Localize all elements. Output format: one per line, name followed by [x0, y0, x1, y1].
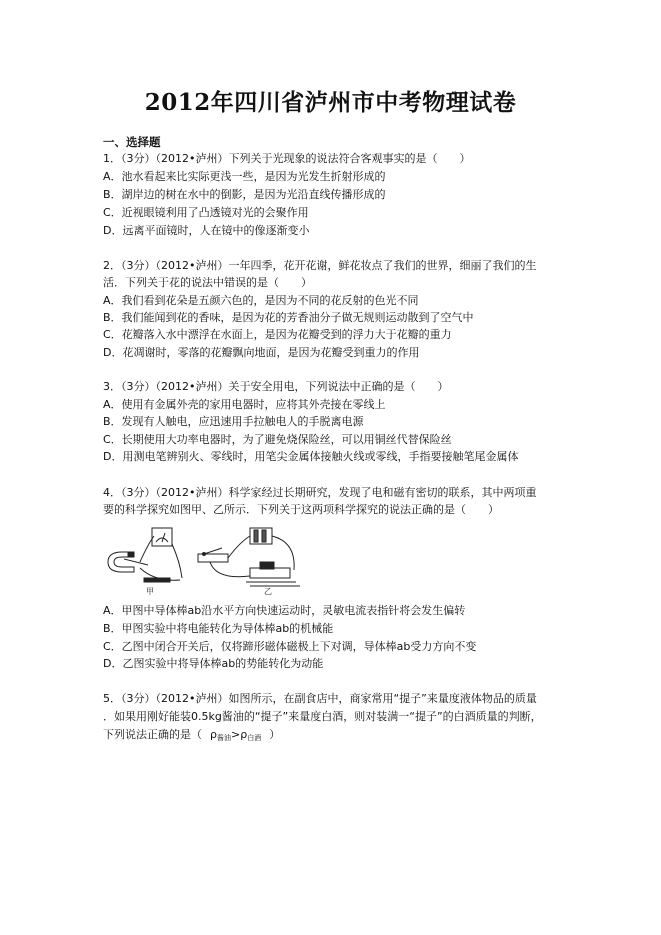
question-3-option-c: C．长期使用大功率电器时，为了避免烧保险丝，可以用铜丝代替保险丝	[103, 433, 452, 446]
question-5-stem-line-2: ．如果用刚好能装0.5kg酱油的“提子”来量度白酒，则对装满一“提子”的白酒质量的判断，	[103, 710, 542, 723]
question-5-stem-text: 下列说法正确的是（	[103, 728, 202, 741]
question-2-stem-line-1: 2．（3分）（2012•泸州）一年四季，花开花谢，鲜花妆点了我们的世界，细丽了我们的生	[103, 259, 537, 272]
question-3-option-b: B．发现有人触电，应迅速用手拉触电人的手脱离电源	[103, 415, 364, 428]
question-4-option-b: B．甲图实验中将电能转化为导体棒ab的机械能	[103, 622, 334, 635]
density-subscript-liquor: 白酒	[247, 734, 262, 742]
question-3-option-d: D．用测电笔辨别火、零线时，用笔尖金属体接触火线或零线，手指要接触笔尾金属体	[103, 450, 519, 463]
question-1-option-b: B．湖岸边的树在水中的倒影，是因为光沿直线传播形成的	[103, 188, 386, 201]
greater-than-sign: >	[230, 728, 241, 741]
question-3-option-a: A．使用有金属外壳的家用电器时，应将其外壳接在零线上	[103, 398, 386, 411]
question-4-option-d: D．乙图实验中将导体棒ab的势能转化为动能	[103, 657, 324, 670]
figure-yi-apparatus	[198, 528, 300, 586]
question-2-stem-line-2: 活．下列关于花的说法中错误的是（ ）	[103, 276, 312, 289]
density-subscript-soy-sauce: 酱油	[216, 734, 231, 742]
question-3-stem: 3．（3分）（2012•泸州）关于安全用电，下列说法中正确的是（ ）	[103, 380, 449, 393]
question-4-stem-line-2: 要的科学探究如图甲、乙所示．下列关于这两项科学探究的说法正确的是（ ）	[103, 503, 499, 516]
figure-jia-apparatus	[108, 528, 182, 582]
section-heading: 一、选择题	[103, 135, 161, 149]
question-5-stem-line-3	[103, 728, 280, 745]
figure-label-jia: 甲	[146, 587, 154, 596]
exam-title: 2012年四川省泸州市中考物理试卷	[144, 89, 517, 116]
question-4-option-a: A．甲图中导体棒ab沿水平方向快速运动时，灵敏电流表指针将会发生偏转	[103, 604, 466, 617]
question-2-option-a: A．我们看到花朵是五颜六色的，是因为不同的花反射的色光不同	[103, 294, 419, 307]
question-1-option-a: A．池水看起来比实际更浅一些，是因为光发生折射形成的	[103, 170, 386, 183]
question-5-stem-line-1: 5．（3分）（2012•泸州）如图所示，在副食店中，商家常用“提子”来量度液体物品的质量	[103, 692, 537, 705]
question-1-stem: 1．（3分）（2012•泸州）下列关于光现象的说法符合客观事实的是（ ）	[103, 152, 471, 165]
question-4-option-c: C．乙图中闭合开关后，仅将蹄形磁体磁极上下对调，导体棒ab受力方向不变	[103, 640, 477, 653]
question-2-option-d: D．花凋谢时，零落的花瓣飘向地面，是因为花瓣受到重力的作用	[103, 346, 420, 359]
figure-label-yi: 乙	[264, 587, 272, 596]
electromagnetism-figure	[100, 522, 310, 598]
question-5-close-paren: ）	[269, 728, 281, 741]
density-symbol-liquor: ρ	[240, 728, 248, 741]
question-1-option-d: D．远离平面镜时，人在镜中的像逐渐变小	[103, 224, 310, 237]
question-1-option-c: C．近视眼镜利用了凸透镜对光的会聚作用	[103, 206, 309, 219]
density-symbol-soy-sauce: ρ	[210, 728, 217, 741]
question-2-option-c: C．花瓣落入水中漂浮在水面上，是因为花瓣受到的浮力大于花瓣的重力	[103, 328, 452, 341]
question-2-option-b: B．我们能闻到花的香味，是因为花的芳香油分子做无规则运动散到了空气中	[103, 311, 474, 324]
question-4-stem-line-1: 4．（3分）（2012•泸州）科学家经过长期研究，发现了电和磁有密切的联系，其中两项重	[103, 486, 537, 499]
